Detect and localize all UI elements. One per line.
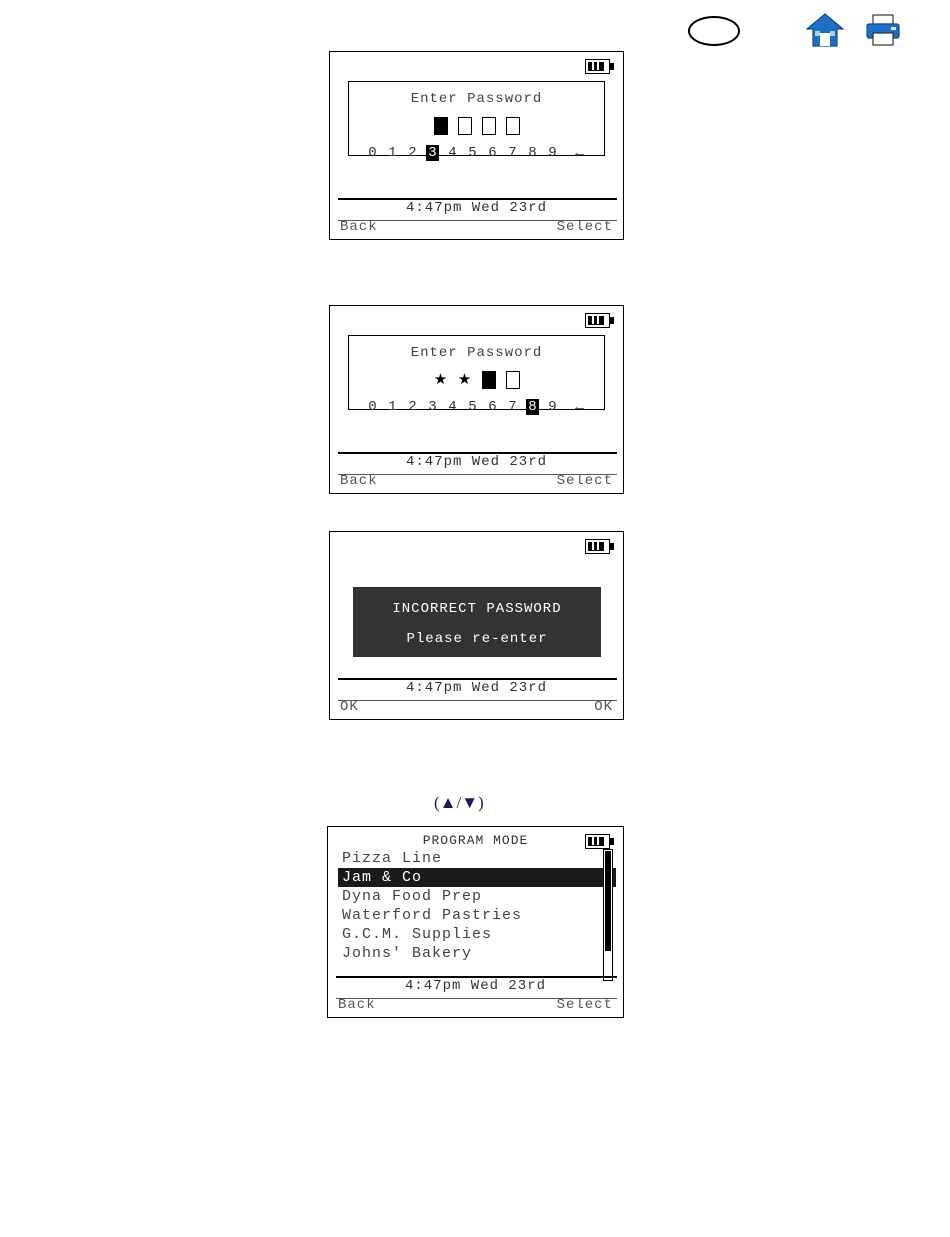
divider bbox=[338, 700, 617, 701]
digit-key[interactable]: 2 bbox=[408, 144, 417, 161]
status-time: 4:47pm Wed 23rd bbox=[405, 200, 548, 216]
device-screen-enter-password-empty bbox=[329, 51, 624, 240]
password-entry-boxes bbox=[349, 117, 604, 135]
digit-key[interactable]: 8 bbox=[528, 144, 537, 161]
device-screen-program-mode bbox=[327, 826, 624, 1018]
scrollbar-thumb[interactable] bbox=[605, 851, 611, 951]
softkey-back[interactable]: Back bbox=[340, 219, 378, 235]
battery-icon bbox=[585, 59, 615, 74]
status-time: 4:47pm Wed 23rd bbox=[405, 680, 548, 696]
digit-key-selected[interactable]: 8 bbox=[526, 399, 539, 415]
password-star-1: ★ bbox=[433, 371, 448, 388]
toolbar bbox=[680, 10, 920, 56]
digit-key[interactable]: 2 bbox=[408, 398, 417, 415]
password-star-2: ★ bbox=[457, 371, 472, 388]
status-time: 4:47pm Wed 23rd bbox=[405, 454, 548, 470]
password-box-3 bbox=[482, 371, 496, 389]
list-item-selected[interactable]: Jam & Co bbox=[338, 868, 616, 887]
digit-key[interactable]: 1 bbox=[388, 144, 397, 161]
password-entry-boxes bbox=[349, 371, 604, 389]
alert-message: Please re-enter bbox=[406, 631, 548, 647]
softkey-ok-right[interactable]: OK bbox=[594, 699, 613, 715]
digit-key[interactable]: 7 bbox=[508, 144, 517, 161]
softkey-select[interactable]: Select bbox=[556, 473, 613, 489]
digit-key[interactable]: 4 bbox=[448, 144, 457, 161]
digit-key[interactable]: 9 bbox=[548, 144, 557, 161]
screen-title: Enter Password bbox=[410, 91, 543, 107]
digit-key[interactable]: 6 bbox=[488, 398, 497, 415]
list-item[interactable]: Johns' Bakery bbox=[342, 945, 473, 962]
password-entry-panel bbox=[348, 81, 605, 161]
device-screen-incorrect-password bbox=[329, 531, 624, 720]
digit-key[interactable]: 5 bbox=[468, 144, 477, 161]
program-list bbox=[338, 849, 613, 977]
list-item[interactable]: Pizza Line bbox=[342, 850, 443, 867]
softkey-back[interactable]: Back bbox=[338, 997, 376, 1013]
screen-title: Enter Password bbox=[410, 345, 543, 361]
digit-key[interactable]: 7 bbox=[508, 398, 517, 415]
oval-button[interactable] bbox=[688, 16, 740, 46]
digit-key[interactable]: 0 bbox=[368, 398, 377, 415]
home-icon[interactable] bbox=[806, 12, 844, 48]
backspace-icon[interactable]: ← bbox=[572, 398, 587, 415]
print-icon[interactable] bbox=[864, 13, 902, 47]
scrollbar[interactable] bbox=[603, 849, 613, 981]
digit-key[interactable]: 9 bbox=[548, 398, 557, 415]
battery-icon bbox=[585, 539, 615, 554]
backspace-icon[interactable]: ← bbox=[572, 144, 587, 161]
digit-key-selected[interactable]: 3 bbox=[426, 145, 439, 161]
digit-key[interactable]: 4 bbox=[448, 398, 457, 415]
digit-key[interactable]: 3 bbox=[428, 398, 437, 415]
password-box-3 bbox=[482, 117, 496, 135]
password-entry-panel bbox=[348, 335, 605, 415]
password-box-4 bbox=[506, 117, 520, 135]
alert-dialog bbox=[353, 587, 601, 657]
page-title: PROGRAM MODE bbox=[422, 833, 529, 848]
digit-key[interactable]: 1 bbox=[388, 398, 397, 415]
status-time: 4:47pm Wed 23rd bbox=[404, 978, 547, 994]
list-item[interactable]: G.C.M. Supplies bbox=[342, 926, 493, 943]
softkey-ok-left[interactable]: OK bbox=[340, 699, 359, 715]
list-item[interactable]: Waterford Pastries bbox=[342, 907, 523, 924]
softkey-select[interactable]: Select bbox=[556, 219, 613, 235]
list-item[interactable]: Dyna Food Prep bbox=[342, 888, 483, 905]
device-screen-enter-password-partial bbox=[329, 305, 624, 494]
password-box-1 bbox=[434, 117, 448, 135]
softkey-back[interactable]: Back bbox=[340, 473, 378, 489]
alert-title: INCORRECT PASSWORD bbox=[392, 601, 562, 617]
digit-key[interactable]: 6 bbox=[488, 144, 497, 161]
nav-hint: (▲/▼) bbox=[434, 793, 484, 812]
digit-keypad[interactable] bbox=[349, 398, 604, 415]
password-box-2 bbox=[458, 117, 472, 135]
digit-keypad[interactable] bbox=[349, 144, 604, 161]
digit-key[interactable]: 0 bbox=[368, 144, 377, 161]
password-box-4 bbox=[506, 371, 520, 389]
digit-key[interactable]: 5 bbox=[468, 398, 477, 415]
softkey-select[interactable]: Select bbox=[556, 997, 613, 1013]
battery-icon bbox=[585, 313, 615, 328]
